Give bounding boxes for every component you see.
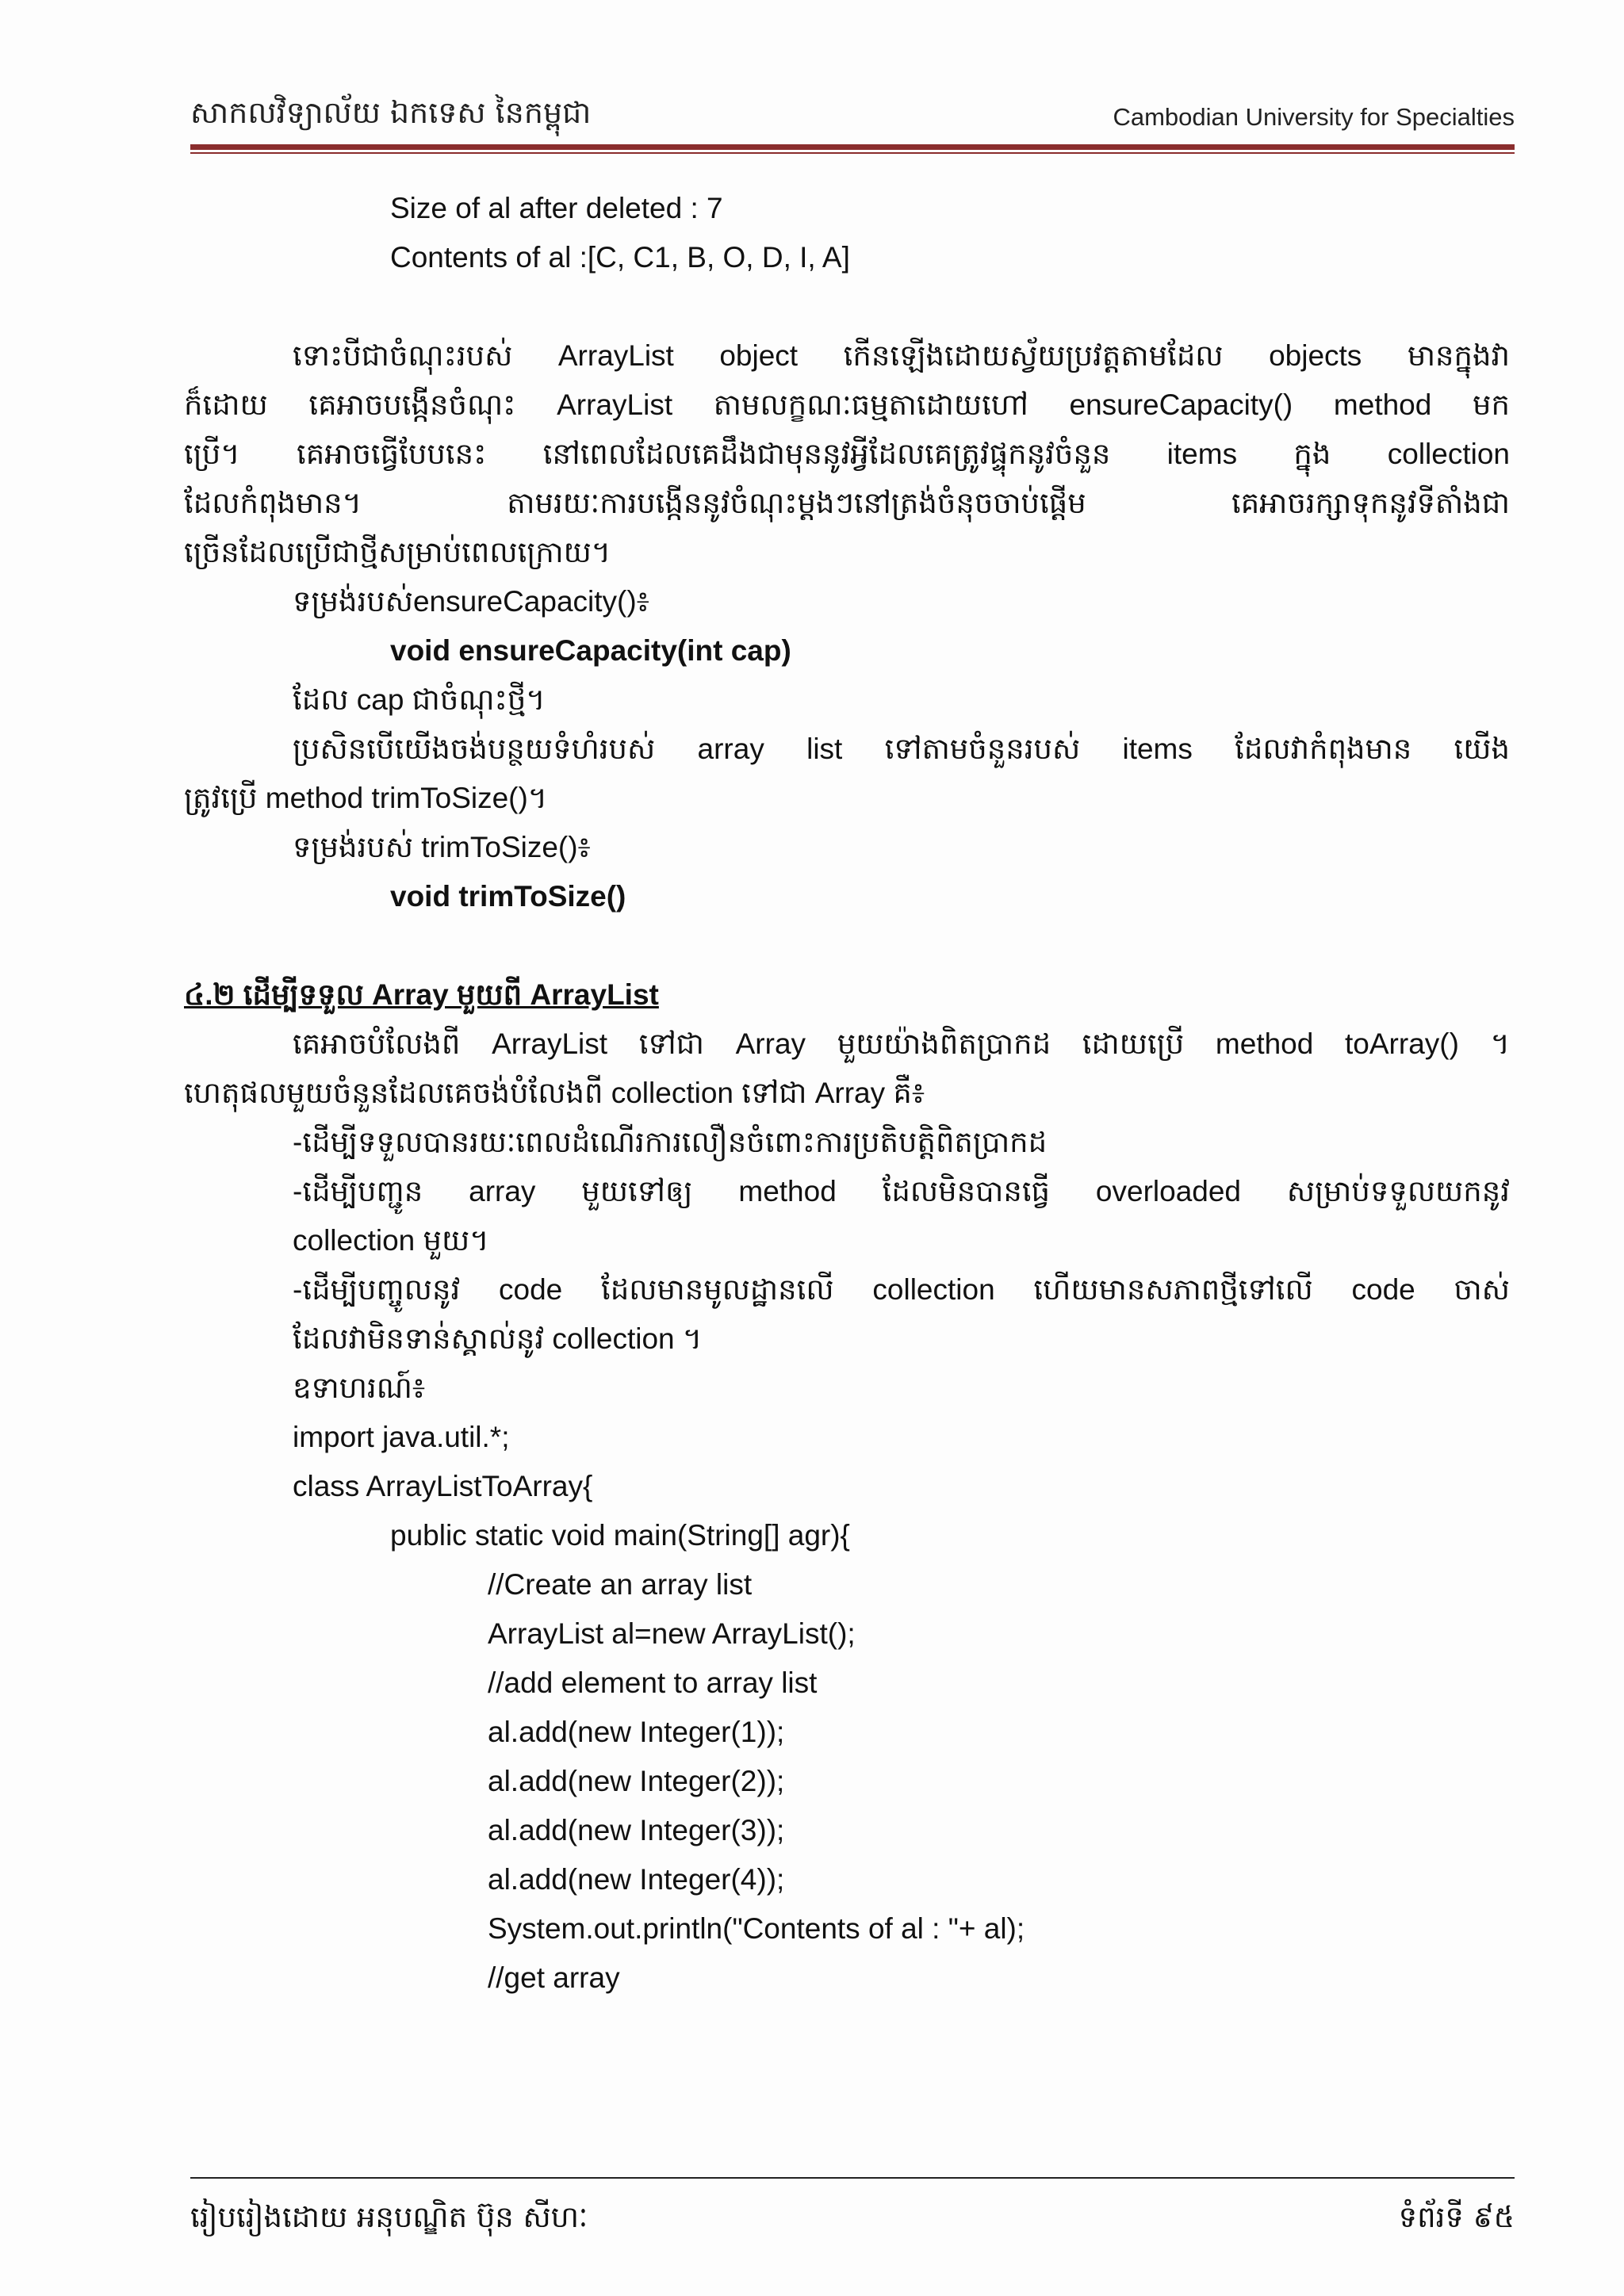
bullet-item: -ដើម្បីបញ្ជូន array មួយទៅឲ្យ method ដែលមិនបានធ្វើ overloaded សម្រាប់ទទួលយកនូវ (293, 1175, 1510, 1207)
code-line: al.add(new Integer(1)); (488, 1716, 785, 1748)
bullet-item: -ដើម្បីបញ្ចូលនូវ code ដែលមានមូលដ្ឋានលើ collection ហើយមានសភាពថ្មីទៅលើ code ចាស់ (293, 1273, 1510, 1306)
form-label: ទម្រង់របស់ trimToSize()៖ (293, 831, 591, 863)
footer-divider (190, 2177, 1515, 2179)
page-number: ទំព័រទី ៩៥ (1398, 2200, 1515, 2234)
method-signature: void ensureCapacity(int cap) (390, 634, 791, 667)
code-line: //Create an array list (488, 1568, 753, 1601)
form-label: ទម្រង់របស់ensureCapacity()៖ (293, 585, 649, 618)
method-signature: void trimToSize() (390, 880, 626, 913)
section-heading: ៤.២ ដើម្បីទទួល Array មួយពី ArrayList (184, 978, 659, 1011)
code-line: ArrayList al=new ArrayList(); (488, 1617, 856, 1650)
code-line: al.add(new Integer(4)); (488, 1863, 785, 1896)
code-line: al.add(new Integer(3)); (488, 1814, 785, 1846)
code-line: al.add(new Integer(2)); (488, 1765, 785, 1797)
paragraph-line: ច្រើនដែលប្រើជាថ្មីសម្រាប់ពេលក្រោយ។ (184, 536, 611, 568)
paragraph-line: ដែលកំពុងមាន។ តាមរយៈការបង្កើននូវចំណុះម្តងៗនៅត្រង់ចំនុចចាប់ផ្តើម គេអាចរក្សាទុកនូវទីតាំងជា (184, 487, 1510, 519)
paragraph-line: ហេតុផលមួយចំនួនដែលគេចង់បំលែងពី collection ទៅជា Array គឺ៖ (184, 1077, 925, 1109)
footer-author: រៀបរៀងដោយ អនុបណ្ឌិត ប៊ុន សីហៈ (190, 2200, 588, 2234)
page-body (184, 184, 1510, 2003)
header-university-khmer: សាកលវិទ្យាល័យ ឯកទេស នៃកម្ពុជា (190, 95, 592, 130)
parameter-note: ដែល cap ជាចំណុះថ្មី។ (293, 683, 546, 716)
paragraph-line: ប្រើ។ គេអាចធ្វើបែបនេះ នៅពេលដែលគេដឹងជាមុននូវអ្វីដែលគេត្រូវផ្ទុកនូវចំនួន items ក្នុង collection (184, 438, 1510, 470)
header-divider-thin (190, 152, 1515, 154)
bullet-item: -ដើម្បីទទួលបានរយៈពេលដំណើរការលឿនចំពោះការប្រតិបត្តិពិតប្រាកដ (293, 1126, 1048, 1158)
bullet-item-continuation: collection មួយ។ (293, 1224, 489, 1257)
bullet-item-continuation: ដែលវាមិនទាន់ស្គាល់នូវ collection ។ (293, 1322, 703, 1355)
paragraph-line: ត្រូវប្រើ method trimToSize()។ (184, 782, 548, 814)
paragraph-line: ប្រសិនបើយើងចង់បន្ថយទំហំរបស់ array list ទៅតាមចំនួនរបស់ items ដែលវាកំពុងមាន យើង (293, 733, 1510, 765)
code-line: class ArrayListToArray{ (293, 1470, 593, 1502)
example-label: ឧទាហរណ៍៖ (293, 1372, 426, 1404)
code-line: //get array (488, 1961, 620, 1994)
header-divider (190, 144, 1515, 150)
code-line: System.out.println("Contents of al : "+ al); (488, 1912, 1025, 1945)
output-line: Contents of al :[C, C1, B, O, D, I, A] (390, 241, 850, 274)
paragraph-line: ទោះបីជាចំណុះរបស់ ArrayList object កើនឡើងដោយស្វ័យប្រវត្តតាមដែល objects មានក្នុងវា (293, 339, 1510, 372)
code-line: public static void main(String[] agr){ (390, 1519, 850, 1552)
output-line: Size of al after deleted : 7 (390, 192, 723, 224)
paragraph-line: ក៏ដោយ គេអាចបង្កើនចំណុះ ArrayList តាមលក្ខណៈធម្មតាដោយហៅ ensureCapacity() method មក (184, 388, 1510, 421)
header-university-english: Cambodian University for Specialties (1113, 103, 1515, 131)
code-line: import java.util.*; (293, 1421, 510, 1453)
paragraph-line: គេអាចបំលែងពី ArrayList ទៅជា Array មួយយ៉ាងពិតប្រាកដ ដោយប្រើ method toArray() ។ (293, 1027, 1510, 1060)
code-line: //add element to array list (488, 1667, 818, 1699)
